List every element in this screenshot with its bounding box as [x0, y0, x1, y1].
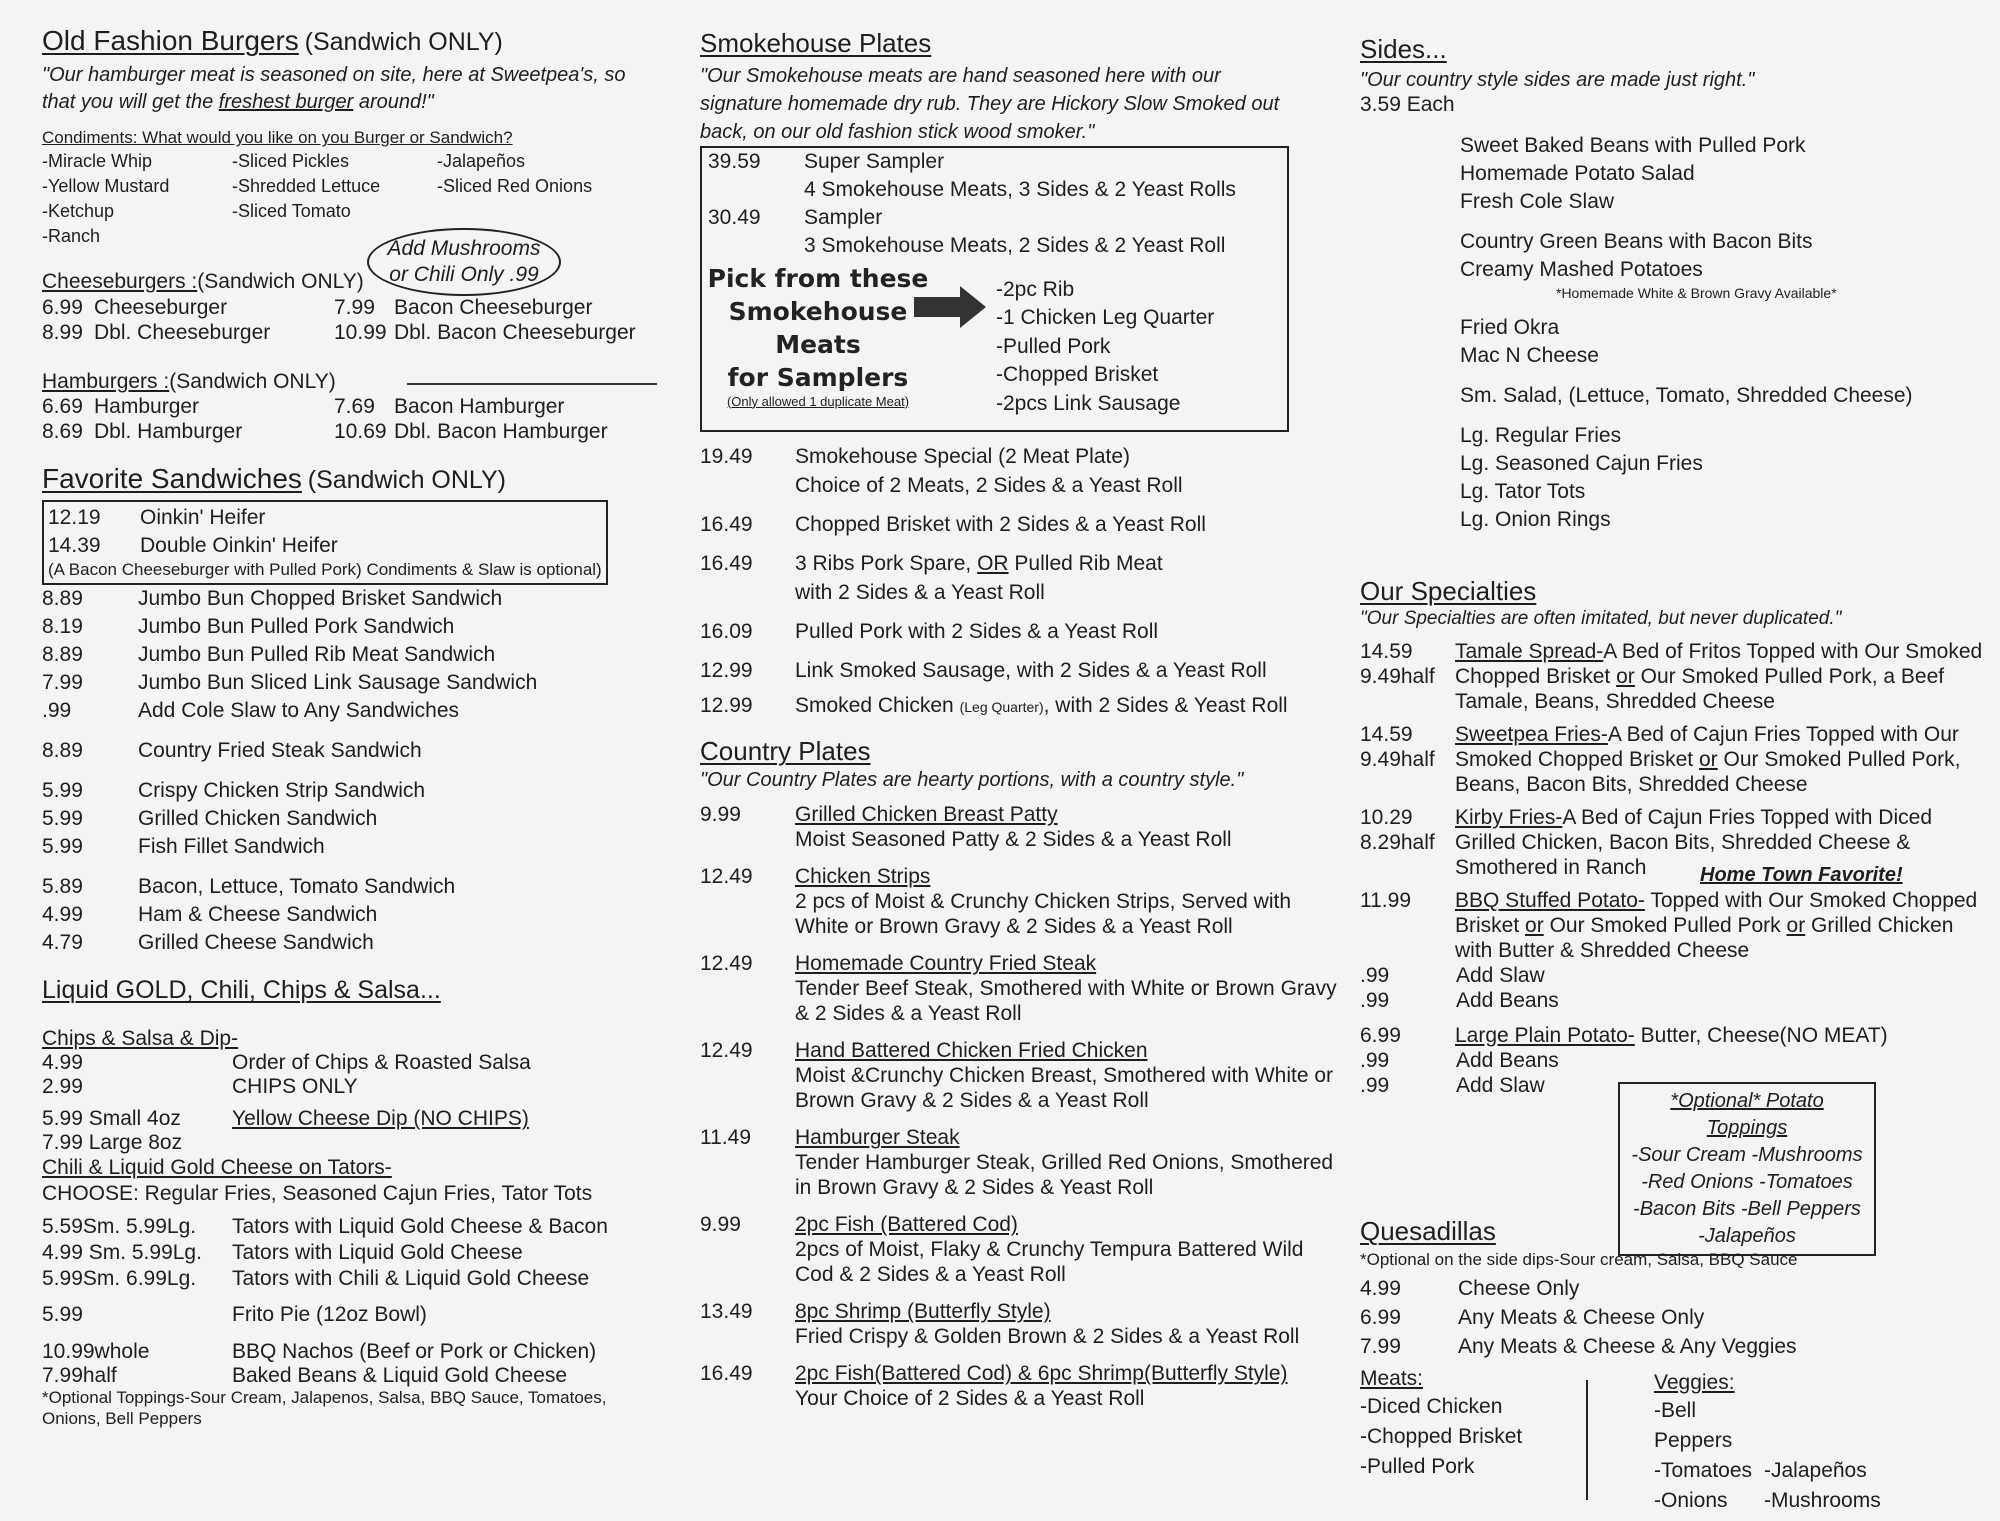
item-name: Tamale Spread-: [1455, 639, 1604, 663]
quesadilla-veggie-row: [1654, 1486, 1954, 1516]
item-price: 19.49: [700, 444, 753, 468]
sampler-meat: -1 Chicken Leg Quarter: [996, 306, 1215, 330]
item-price: 7.69: [334, 395, 375, 419]
item-price: 14.59 9.49half: [1360, 639, 1435, 688]
item-name: Add Beans: [1456, 988, 1559, 1012]
tators-choose: CHOOSE: Regular Fries, Seasoned Cajun Fries, Tator Tots: [42, 1181, 593, 1205]
potato-topping: -Jalapeños: [1698, 1225, 1796, 1247]
cheeseburgers-heading: Cheeseburgers :(Sandwich ONLY): [42, 269, 364, 293]
item-desc: Our Smoked Pulled Pork: [1549, 913, 1781, 937]
sides-quote: "Our country style sides are made just right.": [1360, 68, 1755, 91]
side-item: Fried Okra: [1460, 315, 1560, 339]
menu-item: [42, 585, 662, 613]
item-price: 5.89: [42, 875, 83, 898]
item-price: 8.89: [42, 739, 83, 762]
sampler-meat: -Chopped Brisket: [996, 363, 1159, 387]
menu-item: [700, 617, 1340, 646]
item-name: Cheese Only: [1458, 1277, 1580, 1300]
item-price: 12.49: [700, 1039, 753, 1063]
item-price: 10.99: [334, 320, 387, 344]
condiment-item: -Jalapeños: [437, 150, 526, 171]
item-name: Chopped Brisket with 2 Sides & a Yeast Roll: [795, 512, 1206, 536]
item-desc: Tender Hamburger Steak, Grilled Red Onions, Smothered in Brown Gravy & 2 Sides & Yeast Roll: [795, 1151, 1334, 1200]
menu-item: [700, 442, 1340, 500]
column-middle: [700, 0, 1340, 1521]
item-desc: Moist Seasoned Patty & 2 Sides & a Yeast Roll: [795, 828, 1232, 852]
quesadilla-veggie: -Tomatoes: [1654, 1458, 1753, 1482]
column-right: [1360, 0, 1990, 1521]
burgers-title: Old Fashion Burgers: [42, 25, 299, 56]
item-price: 6.99: [42, 295, 83, 319]
sandwich-group: [42, 873, 662, 957]
item-name: BBQ Nachos (Beef or Pork or Chicken): [232, 1339, 597, 1363]
item-name: Bacon Hamburger: [394, 395, 565, 419]
menu-item: [1360, 1332, 1960, 1361]
quesadilla-veggie-row: [1654, 1396, 1954, 1456]
sandwich-group: [42, 737, 662, 765]
item-name: Hand Battered Chicken Fried Chicken: [795, 1039, 1148, 1063]
item-price: 16.49: [700, 512, 753, 536]
side-item: Creamy Mashed Potatoes: [1460, 257, 1703, 281]
menu-item: [42, 1131, 662, 1155]
sampler-meats: [996, 276, 1214, 419]
item-name: Double Oinkin' Heifer: [140, 534, 338, 558]
pick-label-line: Meats: [775, 329, 861, 359]
item-price: 12.49: [700, 952, 753, 976]
chips-title: Chips & Salsa & Dip-: [42, 1026, 239, 1050]
item-name: Dbl. Bacon Hamburger: [394, 420, 608, 444]
menu-item: [42, 901, 662, 929]
condiments-list: [42, 149, 662, 249]
quesadillas-title: Quesadillas: [1360, 1216, 1496, 1246]
sandwiches-list: [42, 585, 662, 957]
menu-item: [42, 697, 662, 725]
item-name: Grilled Cheese Sandwich: [138, 931, 374, 954]
item-name: Tators with Chili & Liquid Gold Cheese: [232, 1267, 590, 1291]
menu-item: [1360, 1303, 1960, 1332]
item-price: 16.49: [700, 551, 753, 575]
menu-item: 5.99 Frito Pie (12oz Bowl): [42, 1303, 427, 1327]
item-name: 2pc Fish(Battered Cod) & 6pc Shrimp(Butterfly Style): [795, 1362, 1288, 1386]
item-desc: Our Smoked Pulled Pork, Beans, Bacon Bits, Shredded Cheese: [1455, 747, 1961, 796]
menu-item: [42, 1364, 662, 1388]
tators-title: Chili & Liquid Gold Cheese on Tators-: [42, 1156, 392, 1180]
item-name: Cheeseburger: [94, 295, 228, 319]
sides-group: [1460, 132, 1990, 216]
smokehouse-plates: [700, 442, 1340, 685]
specialties-list: [1360, 639, 1990, 963]
item-desc: A Bed of Cajun Fries Topped with Our Smoked Chopped Brisket: [1455, 722, 1959, 771]
item-name: Ham & Cheese Sandwich: [138, 903, 378, 926]
sides-group: [1460, 228, 1990, 302]
item-name: Yellow Cheese Dip (NO CHIPS): [232, 1107, 529, 1131]
sides-group: [1460, 382, 1990, 410]
condiment-item: -Sliced Red Onions: [437, 175, 593, 196]
condiment-item: -Shredded Lettuce: [232, 175, 381, 196]
menu-item-pair: [42, 320, 662, 345]
item-desc: Choice of 2 Meats, 2 Sides & a Yeast Roll: [795, 473, 1183, 497]
item-price: 5.99: [42, 807, 83, 830]
menu-item: [42, 1214, 662, 1240]
menu-item: [700, 510, 1340, 539]
item-price: 9.99: [700, 803, 741, 827]
gravy-note: *Homemade White & Brown Gravy Available*: [1556, 284, 1837, 301]
menu-item: [42, 737, 662, 765]
country-title: Country Plates: [700, 736, 871, 767]
divider-line: [1586, 1380, 1588, 1500]
specialties-title: Our Specialties: [1360, 575, 1537, 606]
item-name: Dbl. Bacon Cheeseburger: [394, 320, 636, 344]
item-price: 12.99: [700, 658, 753, 682]
item-price: 4.79: [42, 931, 83, 954]
item-price: 30.49: [708, 205, 761, 229]
menu-item: [48, 532, 602, 560]
oinkin-note: (A Bacon Cheeseburger with Pulled Pork) Condiments & Slaw is optional): [48, 560, 602, 580]
item-name: Bacon, Lettuce, Tomato Sandwich: [138, 875, 456, 898]
menu-item: [42, 777, 662, 805]
menu-item: [42, 1075, 662, 1099]
menu-item: [1360, 963, 1990, 988]
item-name: Any Meats & Cheese Only: [1458, 1306, 1705, 1329]
item-name: Order of Chips & Roasted Salsa: [232, 1051, 531, 1075]
column-left: [42, 0, 662, 1521]
quesadilla-veggie: -Mushrooms: [1764, 1488, 1881, 1512]
item-price: 6.69: [42, 395, 83, 419]
item-name: Sweetpea Fries-: [1455, 722, 1608, 746]
condiment-item: -Yellow Mustard: [42, 175, 170, 196]
menu-item: [42, 669, 662, 697]
menu-item-pair: [42, 295, 662, 320]
item-price: 5.99Sm. 6.99Lg.: [42, 1267, 197, 1291]
item-price: 5.99 Small 4oz: [42, 1107, 181, 1131]
menu-item: [700, 1361, 1340, 1411]
item-desc: A Bed of Fritos Topped with Our Smoked Chopped Brisket: [1455, 639, 1983, 688]
item-price: .99: [1360, 963, 1390, 987]
menu-item: [42, 1266, 662, 1292]
item-desc: Tender Beef Steak, Smothered with White or Brown Gravy & 2 Sides & a Yeast Roll: [795, 977, 1337, 1026]
item-name: Crispy Chicken Strip Sandwich: [138, 779, 426, 802]
item-price: 8.99: [42, 320, 83, 344]
item-price: 12.19: [48, 506, 101, 530]
sandwich-group: [42, 585, 662, 725]
item-desc: Grilled Chicken with Butter & Shredded Cheese: [1455, 913, 1954, 962]
menu-item: [700, 1038, 1340, 1113]
hamburgers-heading: Hamburgers :(Sandwich ONLY): [42, 369, 662, 395]
pick-label-line: Pick from these: [707, 263, 929, 293]
sides-price: 3.59 Each: [1360, 93, 1455, 117]
menu-item: [42, 873, 662, 901]
menu-item: [1360, 1048, 1990, 1073]
hamburgers-list: [42, 394, 662, 444]
pick-meats-label: Pick from these Smokehouse Meats for Samplers (Only allowed 1 duplicate Meat): [702, 262, 934, 410]
item-desc: 2 pcs of Moist & Crunchy Chicken Strips, Served with White or Brown Gravy & 2 Sides & a Yeast Roll: [795, 890, 1292, 939]
item-price: 11.99: [1360, 888, 1411, 912]
mushroom-addon-badge: Add Mushrooms or Chili Only .99: [367, 228, 561, 296]
item-price: .99: [1360, 1049, 1390, 1073]
item-price: 12.49: [700, 865, 753, 889]
item-name: Baked Beans & Liquid Gold Cheese: [232, 1363, 568, 1387]
item-name: Jumbo Bun Chopped Brisket Sandwich: [138, 587, 503, 610]
menu-item: [700, 1125, 1340, 1200]
item-price: 5.99: [42, 779, 83, 802]
pick-label-line: Smokehouse: [728, 296, 908, 326]
item-name: Link Smoked Sausage, with 2 Sides & a Yeast Roll: [795, 658, 1267, 682]
item-name: Dbl. Cheeseburger: [94, 320, 271, 344]
item-name: Hamburger: [94, 395, 200, 419]
item-name: Grilled Chicken Breast Patty: [795, 803, 1058, 827]
item-price: 8.89: [42, 643, 83, 666]
liquid-gold-title: Liquid GOLD, Chili, Chips & Salsa...: [42, 976, 441, 1004]
pick-label-line: for Samplers: [727, 362, 909, 392]
condiments-title: Condiments: What would you like on you Burger or Sandwich?: [42, 128, 513, 148]
item-price: 10.69: [334, 420, 387, 444]
item-name: CHIPS ONLY: [232, 1075, 358, 1099]
item-price: .99: [1360, 1074, 1390, 1098]
item-name: Fish Fillet Sandwich: [138, 835, 325, 858]
sides-group: [1460, 314, 1990, 370]
potato-topping: -Sour Cream -Mushrooms: [1631, 1144, 1863, 1166]
menu-item: [708, 148, 1281, 176]
item-desc: with 2 Sides & a Yeast Roll: [795, 580, 1045, 604]
sandwich-group: [42, 777, 662, 861]
side-item: Lg. Tator Tots: [1460, 479, 1586, 503]
sides-list: [1460, 132, 1990, 534]
menu-item: [42, 929, 662, 957]
item-name: Add Cole Slaw to Any Sandwiches: [138, 699, 460, 722]
menu-item: [42, 613, 662, 641]
side-item: Sweet Baked Beans with Pulled Pork: [1460, 133, 1806, 157]
item-price: 8.19: [42, 615, 83, 638]
menu-item: [48, 504, 602, 532]
side-item: Fresh Cole Slaw: [1460, 189, 1615, 213]
item-name: 2pc Fish (Battered Cod): [795, 1213, 1018, 1237]
burgers-note: (Sandwich ONLY): [304, 28, 503, 56]
sampler-meat: -2pcs Link Sausage: [996, 391, 1181, 415]
menu-item: [708, 204, 1281, 232]
item-price: 5.99: [42, 835, 83, 858]
item-name: Add Slaw: [1456, 963, 1545, 987]
item-price: 8.89: [42, 587, 83, 610]
item-price: 14.59 9.49half: [1360, 722, 1435, 771]
sampler-box: [700, 146, 1289, 432]
smokehouse-quote: "Our Smokehouse meats are hand seasoned here with our signature homemade dry rub. They are Hickory Slow Smoked out back, on our old fashion stick wood smoker.": [700, 64, 1280, 143]
menu-item: 11.99 BBQ Stuffed Potato- Topped with Our Smoked Chopped Brisket or Our Smoked Pulled Pork or Grilled Chicken with Butter & Shredded Cheese: [1360, 888, 1978, 962]
item-name: Dbl. Hamburger: [94, 420, 243, 444]
item-name: Any Meats & Cheese & Any Veggies: [1458, 1335, 1797, 1358]
item-name: Jumbo Bun Pulled Rib Meat Sandwich: [138, 643, 496, 666]
menu-item: [1360, 1274, 1960, 1303]
item-price: 7.99: [42, 671, 83, 694]
item-desc: Moist &Crunchy Chicken Breast, Smothered with White or Brown Gravy & 2 Sides & a Yeast Roll: [795, 1064, 1334, 1113]
quesadilla-veggies: Veggies: -Bell Peppers -Tomatoes -Jalapeños -Onions -Mushrooms: [1654, 1370, 1954, 1516]
menu-item: [42, 641, 662, 669]
menu-item: [700, 864, 1340, 939]
item-price: 16.09: [700, 619, 753, 643]
burgers-heading: [42, 24, 662, 58]
item-name: Hamburger Steak: [795, 1126, 960, 1150]
quesadilla-veggie: -Onions: [1654, 1488, 1728, 1512]
item-desc: 4 Smokehouse Meats, 3 Sides & 2 Yeast Rolls: [804, 177, 1236, 201]
item-name: Kirby Fries-: [1455, 805, 1563, 829]
menu-item: [700, 656, 1340, 685]
item-name: Super Sampler: [804, 149, 945, 173]
quesadilla-meat: -Pulled Pork: [1360, 1454, 1475, 1478]
menu-item: [700, 549, 1340, 607]
item-name: Bacon Cheeseburger: [394, 295, 593, 319]
item-price: 7.99: [334, 295, 375, 319]
item-price: .99: [42, 699, 72, 722]
side-item: Mac N Cheese: [1460, 343, 1599, 367]
item-price: 14.39: [48, 534, 101, 558]
side-item: Lg. Seasoned Cajun Fries: [1460, 451, 1703, 475]
menu-item: [700, 802, 1340, 852]
item-name: Chicken Strips: [795, 865, 931, 889]
side-item: Sm. Salad, (Lettuce, Tomato, Shredded Cheese): [1460, 383, 1913, 407]
item-name: Add Slaw: [1456, 1074, 1545, 1098]
country-quote: "Our Country Plates are hearty portions, with a country style.": [700, 769, 1244, 792]
menu-item: 14.59 9.49half Sweetpea Fries-A Bed of Cajun Fries Topped with Our Smoked Chopped Brisket or Our Smoked Pulled Pork, Beans, Bacon Bits, Shredded Cheese: [1360, 722, 1961, 796]
condiment-item: -Sliced Tomato: [232, 200, 351, 221]
potato-topping: -Red Onions -Tomatoes: [1641, 1171, 1853, 1193]
menu-item: [700, 951, 1340, 1026]
item-price: 4.99: [1360, 1277, 1401, 1300]
country-list: [700, 802, 1340, 1411]
cheeseburgers-list: [42, 295, 662, 345]
condiment-item: -Ranch: [42, 225, 101, 246]
item-desc: A Bed of Cajun Fries Topped with Diced Grilled Chicken, Bacon Bits, Shredded Cheese & Smothered in Ranch: [1455, 805, 1932, 879]
item-price: 7.99 Large 8oz: [42, 1131, 183, 1155]
menu-item: [700, 1212, 1340, 1287]
item-price: 13.49: [700, 1300, 753, 1324]
arrow-icon: [914, 286, 986, 328]
sampler-item: [708, 204, 1281, 260]
item-name: Country Fried Steak Sandwich: [138, 739, 422, 762]
sampler-meat: -2pc Rib: [996, 277, 1075, 301]
hometown-favorite-badge: Home Town Favorite!: [1700, 863, 1903, 886]
menu-item: 6.99 Large Plain Potato- Butter, Cheese(NO MEAT): [1360, 1023, 1888, 1047]
item-price: 4.99: [42, 1051, 83, 1075]
item-name: Pulled Pork with 2 Sides & a Yeast Roll: [795, 619, 1159, 643]
item-name: Sampler: [804, 205, 883, 229]
menu-item: [700, 1299, 1340, 1349]
side-item: Lg. Onion Rings: [1460, 507, 1611, 531]
item-name: Homemade Country Fried Steak: [795, 952, 1097, 976]
sides-title: Sides...: [1360, 34, 1447, 64]
condiment-item: -Miracle Whip: [42, 150, 153, 171]
item-name: Grilled Chicken Sandwich: [138, 807, 378, 830]
item-price: 4.99 Sm. 5.99Lg.: [42, 1241, 202, 1265]
menu-item: [42, 1051, 662, 1075]
item-name: Tators with Liquid Gold Cheese & Bacon: [232, 1215, 608, 1239]
item-price: 8.69: [42, 420, 83, 444]
quesadilla-veggie: -Jalapeños: [1764, 1458, 1867, 1482]
sides-group: [1460, 422, 1990, 534]
potato-topping: -Bacon Bits -Bell Peppers: [1633, 1198, 1861, 1220]
item-desc: 3 Smokehouse Meats, 2 Sides & 2 Yeast Roll: [804, 233, 1226, 257]
sandwiches-heading: Favorite Sandwiches (Sandwich ONLY): [42, 463, 506, 495]
item-desc: Your Choice of 2 Sides & a Yeast Roll: [795, 1387, 1145, 1411]
nacho-toppings: *Optional Toppings-Sour Cream, Jalapenos, Salsa, BBQ Sauce, Tomatoes, Onions, Bell Peppers: [42, 1387, 607, 1428]
item-price: 2.99: [42, 1075, 83, 1099]
item-price: 7.99: [1360, 1335, 1401, 1358]
menu-item: [42, 1107, 662, 1131]
menu-item: 12.99 Smoked Chicken (Leg Quarter), with 2 Sides & Yeast Roll: [700, 693, 1288, 717]
condiment-item: -Ketchup: [42, 200, 115, 221]
potato-toppings-box: *Optional* Potato Toppings -Sour Cream -Mushrooms -Red Onions -Tomatoes -Bacon Bits -Bell Peppers -Jalapeños: [1618, 1082, 1876, 1256]
menu-item: [1360, 988, 1990, 1013]
item-name: 8pc Shrimp (Butterfly Style): [795, 1300, 1051, 1324]
menu-item-pair: [42, 419, 662, 444]
menu-item: [42, 805, 662, 833]
item-price: .99: [1360, 988, 1390, 1012]
menu-item: [42, 1240, 662, 1266]
item-name: Jumbo Bun Pulled Pork Sandwich: [138, 615, 455, 638]
smokehouse-title: Smokehouse Plates: [700, 28, 932, 58]
quesadillas-note: *Optional on the side dips-Sour cream, Salsa, BBQ Sauce: [1360, 1250, 1798, 1269]
burgers-quote: "Our hamburger meat is seasoned on site, here at Sweetpea's, so that you will get the freshest burger around!": [42, 64, 626, 114]
item-desc: Our Smoked Pulled Pork, a Beef Tamale, Beans, Shredded Cheese: [1455, 664, 1945, 713]
item-name: 3 Ribs Pork Spare, OR Pulled Rib Meat: [795, 551, 1163, 575]
sampler-item: [708, 148, 1281, 204]
sampler-meat: -Pulled Pork: [996, 334, 1111, 358]
item-price: 10.99whole: [42, 1339, 150, 1363]
menu-item-pair: [42, 394, 662, 419]
item-desc: 2pcs of Moist, Flaky & Crunchy Tempura Battered Wild Cod & 2 Sides & a Yeast Roll: [795, 1238, 1304, 1287]
item-price: 7.99half: [42, 1363, 117, 1387]
quesadilla-meat: -Diced Chicken: [1360, 1394, 1503, 1418]
item-desc: Fried Crispy & Golden Brown & 2 Sides & a Yeast Roll: [795, 1325, 1300, 1349]
side-item: Lg. Regular Fries: [1460, 423, 1622, 447]
menu-item: 14.59 9.49half Tamale Spread-A Bed of Fritos Topped with Our Smoked Chopped Brisket or Our Smoked Pulled Pork, a Beef Tamale, Beans, Shredded Cheese: [1360, 639, 1983, 713]
item-price: 16.49: [700, 1362, 753, 1386]
condiment-item: -Sliced Pickles: [232, 150, 350, 171]
item-price: 11.49: [700, 1126, 751, 1150]
item-price: 10.29 8.29half: [1360, 805, 1435, 854]
divider-line: [407, 383, 657, 385]
item-price: 9.99: [700, 1213, 741, 1237]
item-price: 5.59Sm. 5.99Lg.: [42, 1215, 197, 1239]
item-name: Jumbo Bun Sliced Link Sausage Sandwich: [138, 671, 538, 694]
item-price: 6.99: [1360, 1306, 1401, 1329]
condiment-item: [437, 199, 607, 224]
item-name: BBQ Stuffed Potato-: [1455, 888, 1645, 912]
menu-item: [42, 833, 662, 861]
side-item: Country Green Beans with Bacon Bits: [1460, 229, 1813, 253]
menu-item: [42, 1340, 662, 1364]
item-name: Add Beans: [1456, 1049, 1559, 1073]
specialties-quote: "Our Specialties are often imitated, but never duplicated.": [1360, 608, 1842, 630]
quesadilla-veggie-row: [1654, 1456, 1954, 1486]
item-name: Oinkin' Heifer: [140, 506, 266, 530]
quesadilla-veggie: -Bell Peppers: [1654, 1398, 1733, 1452]
item-desc: Topped with Our Smoked Chopped Brisket: [1455, 888, 1978, 937]
item-price: 4.99: [42, 903, 83, 926]
quesadilla-meat: -Chopped Brisket: [1360, 1424, 1523, 1448]
sandwiches-title: Favorite Sandwiches: [42, 463, 302, 495]
item-name: Smokehouse Special (2 Meat Plate): [795, 444, 1131, 468]
item-name: Tators with Liquid Gold Cheese: [232, 1241, 523, 1265]
quesadilla-meats: Meats: -Diced Chicken -Chopped Brisket -Pulled Pork: [1360, 1366, 1560, 1482]
side-item: Homemade Potato Salad: [1460, 161, 1695, 185]
oinkin-box: [42, 500, 608, 585]
item-price: 39.59: [708, 149, 761, 173]
